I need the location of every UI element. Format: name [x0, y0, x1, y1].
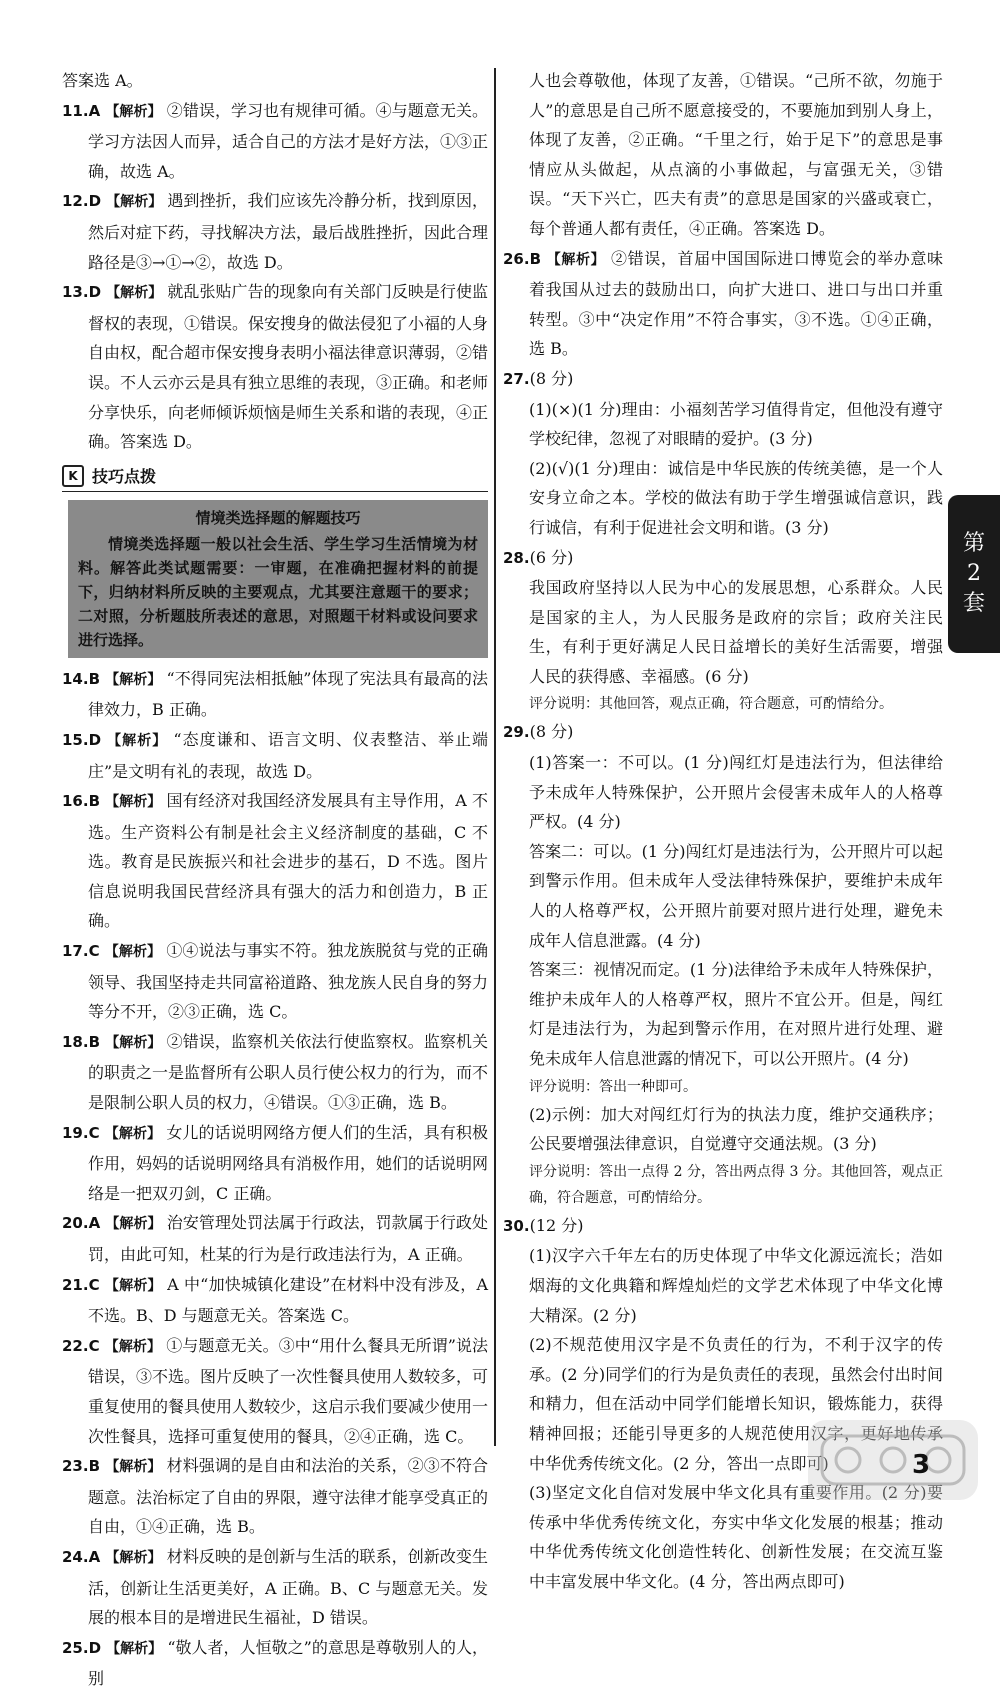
question-number: 20.A [62, 1214, 101, 1233]
question-number: 15.D [62, 730, 102, 749]
question-23 [62, 1451, 488, 1542]
question-number: 30. [503, 1216, 530, 1235]
analysis-tag: 【解析】 [105, 1034, 162, 1051]
analysis-text: 就乱张贴广告的现象向有关部门反映是行使监督权的表现，①错误。保安搜身的做法侵犯了小福的人身自由权，配合超市保安搜身表明小福法律意识薄弱，②错误。不人云亦云是具有独立思维的表现，③正确。和老师分享快乐，向老师倾诉烦恼是师生关系和谐的表现，④正确。答案选 D。 [88, 282, 489, 452]
question-12 [62, 186, 488, 277]
question-27-header [503, 364, 943, 395]
question-25 [62, 1633, 488, 1694]
analysis-tag: 【解析】 [106, 194, 163, 211]
question-number: 12.D [62, 192, 102, 211]
question-score: (8 分) [529, 722, 574, 742]
question-19 [62, 1118, 488, 1209]
analysis-tag: 【解析】 [105, 103, 162, 120]
answer-text: 答案选 A。 [62, 71, 143, 90]
watermark-logo [808, 1420, 978, 1500]
analysis-text: “不得同宪法相抵触”体现了宪法具有最高的法律效力，B 正确。 [88, 668, 488, 720]
question-30-header [503, 1211, 943, 1242]
question-number: 26.B [503, 249, 542, 268]
side-tab-char-3: 套 [962, 591, 985, 616]
question-number: 28. [503, 548, 530, 567]
q29-scoring-note-1: 评分说明：答出一种即可。 [529, 1078, 697, 1095]
analysis-tag: 【解析】 [105, 794, 162, 811]
question-score: (12 分) [529, 1215, 584, 1235]
question-number: 14.B [62, 669, 101, 688]
analysis-tag: 【解析】 [104, 1125, 162, 1142]
q30-answer-3: (3)坚定文化自信对发展中华文化具有重要作用。(2 分)要传承中华优秀传统文化，夯实中华文化发展的根基；推动中华优秀传统文化创造性转化、创新性发展；在交流互鉴中丰富发展中华文化。(4 分，答出两点即可) [529, 1483, 943, 1591]
q30-answer-2: (2)不规范使用汉字是不负责任的行为，不利于汉字的传承。(2 分)同学们的行为是负责任的表现，虽然会付出时间和精力，但在活动中同学们能增长知识，锻炼能力，获得精神回报；还能引导更多的人规范使用汉字，更好地传承中华优秀传统文化。(2 分，答出一点即可) [529, 1335, 943, 1473]
analysis-text: 材料强调的是自由和法治的关系，②③不符合题意。法治标定了自由的界限，遵守法律才能享受真正的自由，①④正确，选 B。 [88, 1456, 489, 1537]
tips-box-text: 情境类选择题一般以社会生活、学生学习生活情境为材料。解答此类试题需要：一审题，在准确把握材料的前提下，归纳材料所反映的主要观点，尤其要注意题干的要求；二对照，分析题肢所表述的意思，对照题干材料或设问要求进行选择。 [78, 534, 478, 649]
q29-scoring-note-2: 评分说明：答出一点得 2 分，答出两点得 3 分。其他回答，观点正确，符合题意，可酌情给分。 [529, 1163, 943, 1206]
analysis-text: ①④说法与事实不符。独龙族脱贫与党的正确领导、我国坚持走共同富裕道路、独龙族人民自身的努力等分不开，②③正确，选 C。 [88, 941, 489, 1022]
tips-label: 技巧点拨 [92, 467, 157, 487]
tips-header [62, 461, 488, 492]
page-number: 3 [912, 1450, 931, 1480]
analysis-text: ②错误，监察机关依法行使监察权。监察机关的职责之一是监督所有公职人员行使公权力的行为，而不是限制公职人员的权力，④错误。①③正确，选 B。 [88, 1031, 489, 1113]
question-number: 22.C [62, 1336, 100, 1355]
question-number: 29. [503, 723, 530, 742]
question-28-header [503, 543, 943, 574]
analysis-tag: 【解析】 [104, 944, 162, 961]
analysis-text: “态度谦和、语言文明、仪表整洁、举止端庄”是文明有礼的表现，故选 D。 [88, 729, 489, 781]
q30-answer-1: (1)汉字六千年左右的历史体现了中华文化源远流长；浩如烟海的文化典籍和辉煌灿烂的文学艺术体现了中华文化博大精深。(2 分) [529, 1246, 943, 1325]
question-15 [62, 725, 488, 786]
analysis-tag: 【解析】 [106, 285, 163, 302]
question-16 [62, 786, 488, 936]
question-24 [62, 1542, 488, 1633]
question-number: 11.A [62, 101, 101, 120]
question-number: 19.C [62, 1123, 100, 1142]
question-number: 18.B [62, 1032, 101, 1051]
tips-box [68, 500, 488, 658]
analysis-text: ①与题意无关。③中“用什么餐具无所谓”说法错误，③不选。图片反映了一次性餐具使用人数较多，可重复使用的餐具使用人数较少，这启示我们要减少使用一次性餐具，选择可重复使用的餐具，②④正确，选 C。 [88, 1335, 489, 1446]
q29-answer-1: (1)答案一：不可以。(1 分)闯红灯是违法行为，但法律给予未成年人特殊保护，公开照片会侵害未成年人的人格尊严权。(4 分) [529, 753, 943, 832]
analysis-text: 治安管理处罚法属于行政法，罚款属于行政处罚，由此可知，杜某的行为是行政违法行为，A 正确。 [88, 1213, 488, 1264]
question-number: 27. [503, 369, 530, 388]
analysis-tag: 【解析】 [104, 1277, 162, 1294]
question-number: 17.C [62, 942, 100, 961]
side-tab-char-2: 2 [967, 561, 981, 586]
question-number: 13.D [62, 283, 102, 302]
analysis-tag: 【解析】 [106, 1640, 163, 1657]
analysis-text: 遇到挫折，我们应该先冷静分析，找到原因，然后对症下药，寻找解决方法，最后战胜挫折，因此合理路径是③→①→②，故选 D。 [88, 191, 489, 272]
tips-icon: K [62, 465, 84, 487]
side-tab [948, 495, 1000, 653]
question-20 [62, 1208, 488, 1269]
question-29-header [503, 717, 943, 748]
question-11 [62, 96, 488, 187]
question-number: 25.D [62, 1638, 102, 1657]
q29-answer-4: (2)示例：加大对闯红灯行为的执法力度，维护交通秩序；公民要增强法律意识，自觉遵守交通法规。(3 分) [529, 1104, 943, 1154]
question-25-continued: 人也会尊敬他，体现了友善，①错误。“己所不欲，勿施于人”的意思是自己所不愿意接受的，不要施加到别人身上，体现了友善，②正确。“千里之行，始于足下”的意思是事情应从头做起，从点滴的小事做起，与富强无关，③错误。“天下兴亡，匹夫有责”的意思是国家的兴盛或衰亡，每个普通人都有责任，④正确。答案选 D。 [529, 71, 943, 238]
question-13 [62, 277, 488, 457]
analysis-text: ②错误，首届中国国际进口博览会的举办意味着我国从过去的鼓励出口，向扩大进口、进口与出口并重转型。③中“决定作用”不符合事实，③不选。①④正确，选 B。 [529, 248, 943, 359]
analysis-tag: 【解析】 [105, 1549, 162, 1566]
q28-answer: 我国政府坚持以人民为中心的发展思想，心系群众。人民是国家的主人，为人民服务是政府的宗旨；政府关注民生，有利于更好满足人民日益增长的美好生活需要，增强人民的获得感、幸福感。(6 分) [529, 578, 943, 686]
question-18 [62, 1027, 488, 1118]
question-17 [62, 936, 488, 1027]
question-score: (8 分) [529, 368, 574, 388]
analysis-text: 材料反映的是创新与生活的联系，创新改变生活，创新让生活更美好，A 正确。B、C 与题意无关。发展的根本目的是增进民生福祉，D 错误。 [88, 1546, 488, 1628]
analysis-text: 国有经济对我国经济发展具有主导作用，A 不选。生产资料公有制是社会主义经济制度的基础，C 不选。教育是民族振兴和社会进步的基石，D 不选。图片信息说明我国民营经济具有强大的活力和创造力，B 正确。 [88, 791, 488, 931]
analysis-tag: 【解析】 [546, 251, 606, 268]
analysis-text: A 中“加快城镇化建设”在材料中没有涉及，A 不选。B、D 与题意无关。答案选 C。 [88, 1274, 488, 1326]
right-column [503, 66, 943, 1597]
question-number: 16.B [62, 792, 101, 811]
column-divider [494, 68, 496, 1446]
question-14 [62, 664, 488, 725]
analysis-text: “敬人者，人恒敬之”的意思是尊敬别人的人，别 [88, 1637, 488, 1689]
q29-answer-3: 答案三：视情况而定。(1 分)法律给予未成年人特殊保护，维护未成年人的人格尊严权，照片不宜公开。但是，闯红灯是违法行为，为起到警示作用，在对照片进行处理、避免未成年人信息泄露的情况下，可以公开照片。(4 分) [529, 960, 943, 1068]
analysis-tag: 【解析】 [107, 732, 168, 749]
question-21 [62, 1270, 488, 1331]
analysis-tag: 【解析】 [104, 1338, 162, 1355]
q27-answer-2: (2)(√)(1 分)理由：诚信是中华民族的传统美德，是一个人安身立命之本。学校的做法有助于学生增强诚信意识，践行诚信，有利于促进社会文明和谐。(3 分) [529, 458, 943, 537]
question-number: 23.B [62, 1457, 101, 1476]
q28-scoring-note: 评分说明：其他回答，观点正确，符合题意，可酌情给分。 [529, 696, 893, 713]
q27-answer-1: (1)(×)(1 分)理由：小福刻苦学习值得肯定，但他没有遵守学校纪律，忽视了对眼睛的爱护。(3 分) [529, 399, 943, 449]
question-26 [503, 244, 943, 364]
question-score: (6 分) [529, 547, 574, 567]
analysis-tag: 【解析】 [105, 1216, 162, 1233]
analysis-tag: 【解析】 [105, 671, 162, 688]
watermark-icon [818, 1430, 968, 1490]
question-22 [62, 1331, 488, 1451]
question-number: 21.C [62, 1275, 100, 1294]
analysis-text: 女儿的话说明网络方便人们的生活，具有积极作用，妈妈的话说明网络具有消极作用，她们的话说明网络是一把双刃剑，C 正确。 [88, 1122, 489, 1203]
question-number: 24.A [62, 1547, 101, 1566]
analysis-tag: 【解析】 [105, 1459, 162, 1476]
left-column [62, 66, 488, 1694]
side-tab-char-1: 第 [962, 531, 985, 556]
tips-box-title: 情境类选择题的解题技巧 [195, 508, 361, 527]
analysis-text: ②错误，学习也有规律可循。④与题意无关。学习方法因人而异，适合自己的方法才是好方法，①③正确，故选 A。 [88, 100, 489, 181]
q29-answer-2: 答案二：可以。(1 分)闯红灯是违法行为，公开照片可以起到警示作用。但未成年人受法律特殊保护，要维护未成年人的人格尊严权，公开照片前要对照片进行处理，避免未成年人信息泄露。(4 分) [529, 841, 943, 950]
